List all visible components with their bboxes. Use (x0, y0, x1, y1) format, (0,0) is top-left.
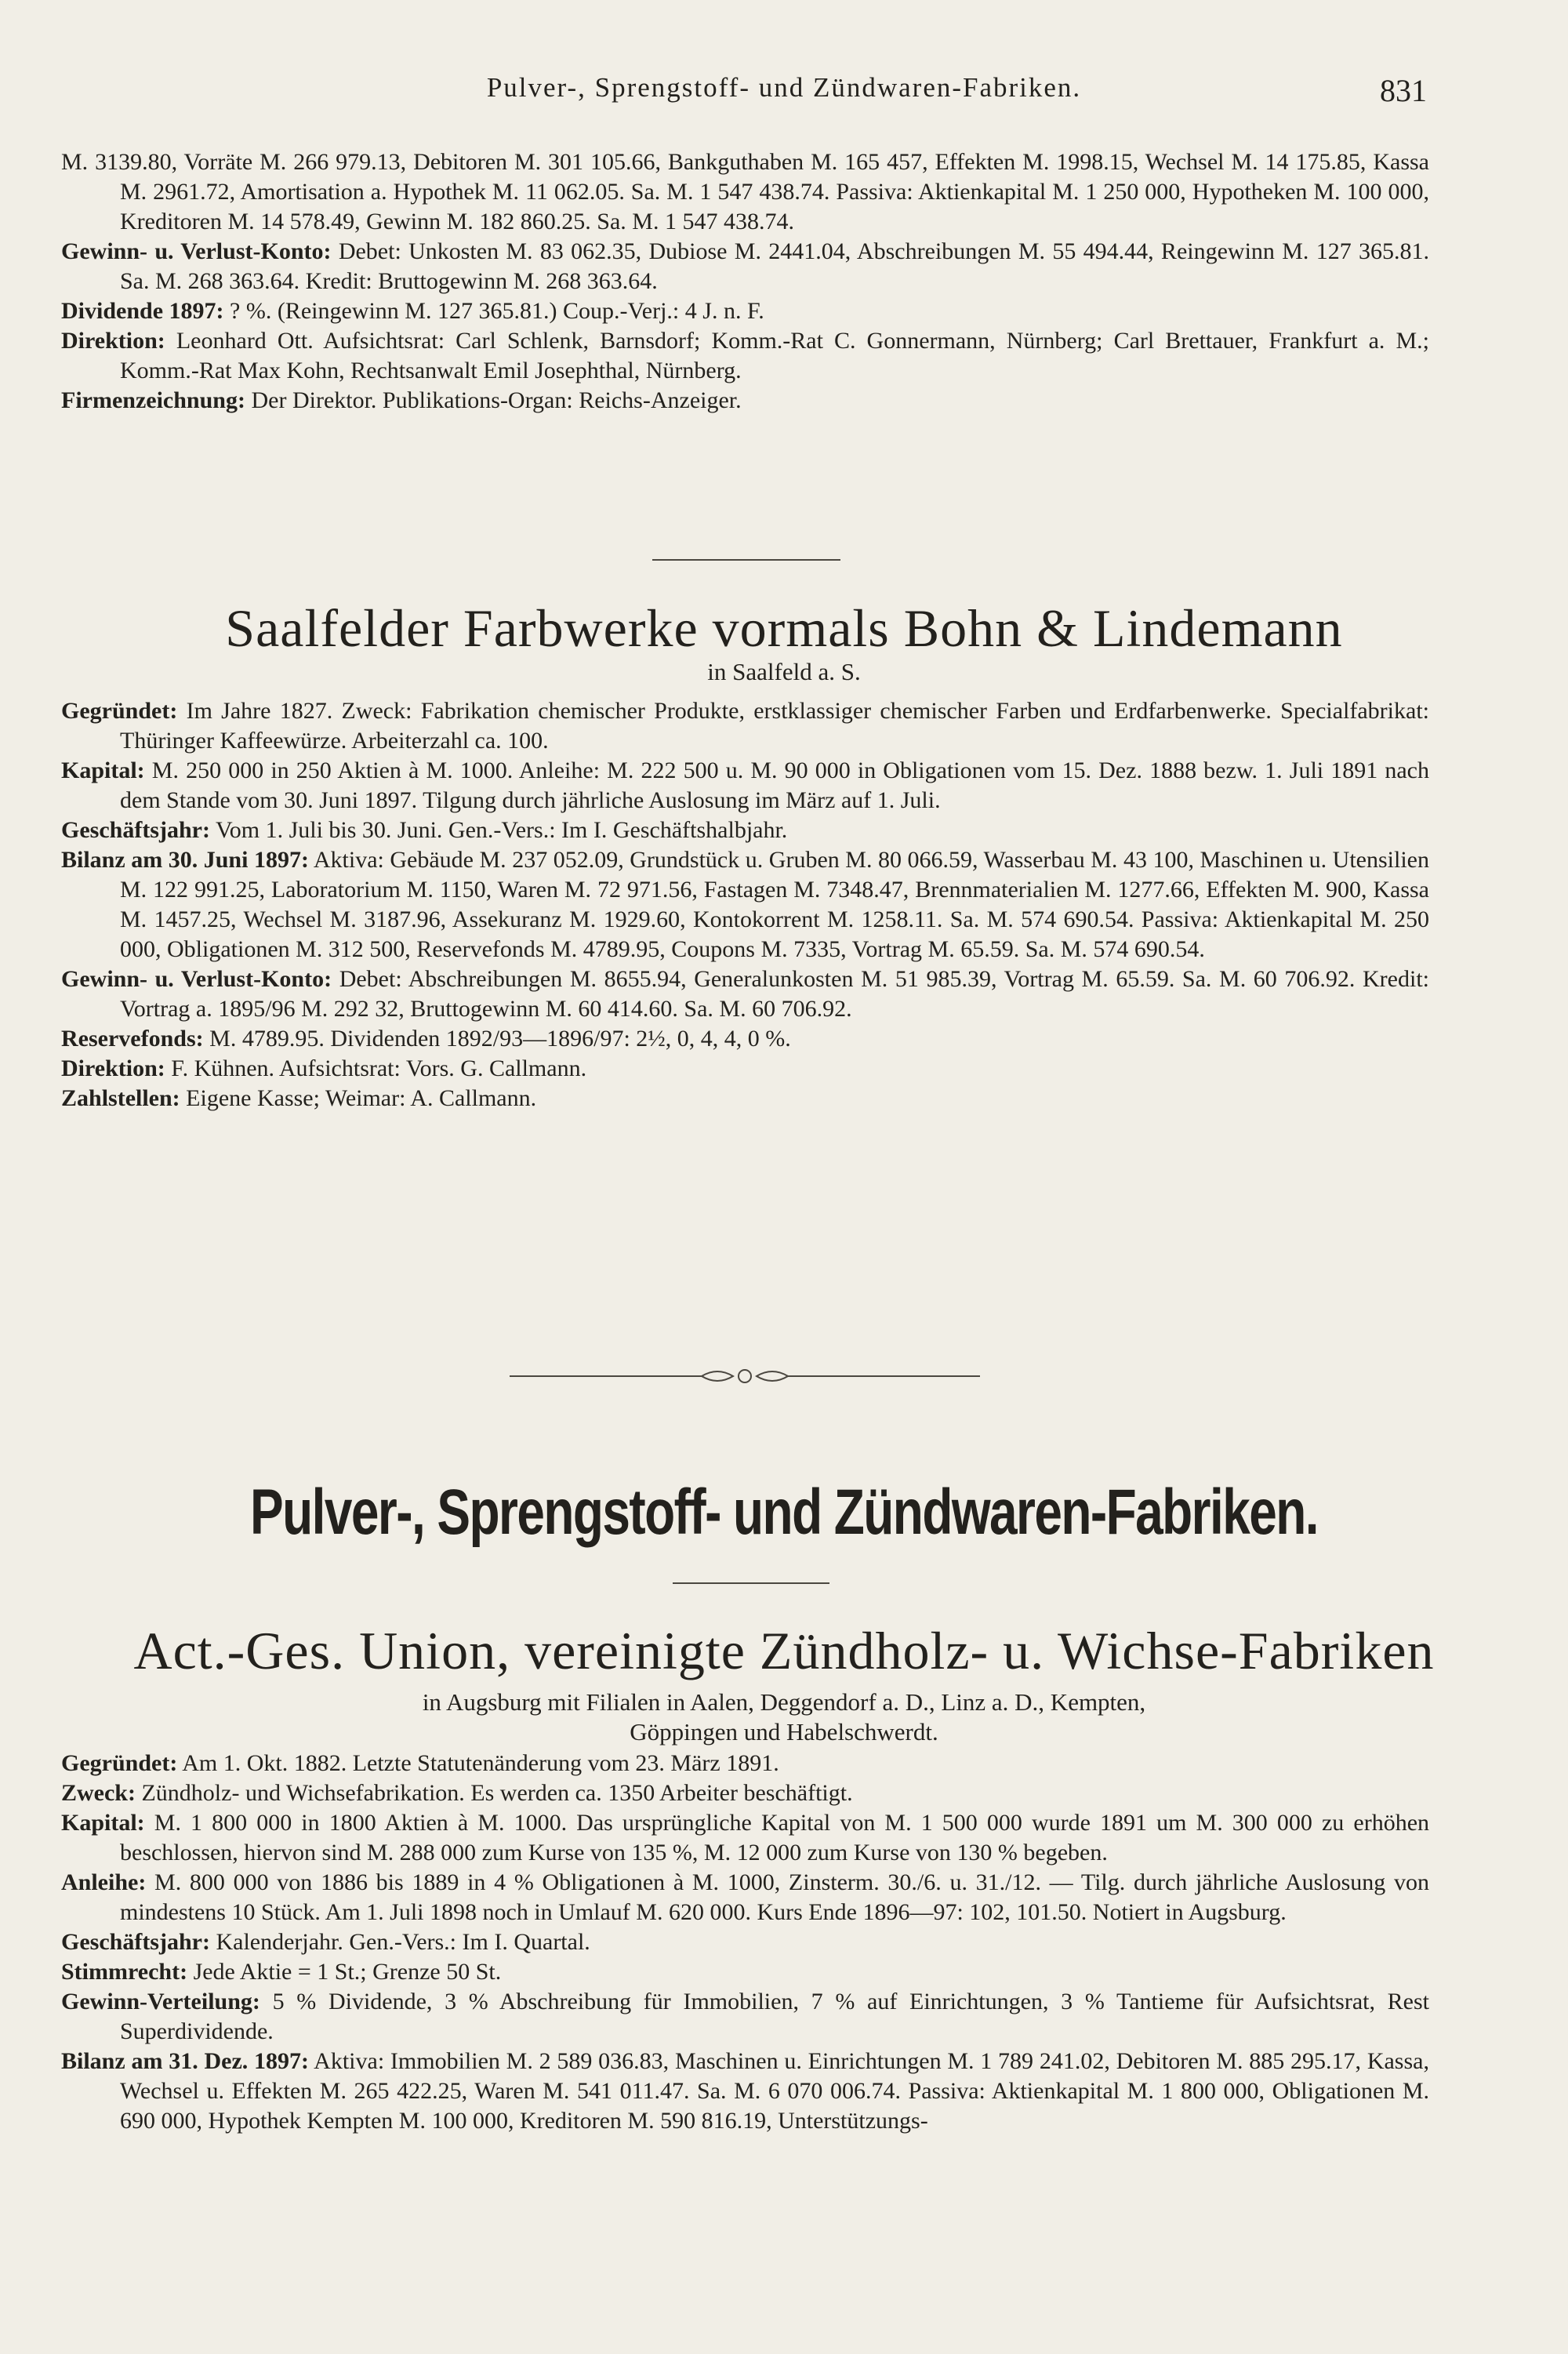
page-header (0, 72, 1568, 111)
company-title-union: Act.-Ges. Union, vereinigte Zündholz- u. Wichse-Fabriken (133, 1621, 1435, 1680)
section-title: Pulver-, Sprengstoff- und Zündwaren-Fabriken. (250, 1477, 1318, 1548)
ornament-divider-icon (510, 1364, 980, 1388)
separator-rule (673, 1582, 829, 1584)
entry-paragraph: Gewinn- u. Verlust-Konto: Debet: Abschreibungen M. 8655.94, Generalunkosten M. 51 985.39, Vortrag M. 65.59. Sa. M. 60 706.92. Kredit: Vortrag a. 1895/96 M. 292 32, Bruttogewinn M. 60 414.60. Sa. M. 60 706.92. (61, 966, 1429, 1022)
entry-paragraph: Direktion: F. Kühnen. Aufsichtsrat: Vors. G. Callmann. (61, 1055, 587, 1081)
entry-paragraph: Bilanz am 30. Juni 1897: Aktiva: Gebäude M. 237 052.09, Grundstück u. Gruben M. 80 066.59, Wasserbau M. 43 100, Maschinen u. Utensilien M. 122 991.25, Laboratorium M. 1150, Waren M. 72 971.56, Fastagen M. 7348.47, Brennmaterialien M. 1277.66, Effekten M. 900, Kassa M. 1457.25, Wechsel M. 3187.96, Assekuranz M. 1929.60, Kontokorrent M. 1258.11. Sa. M. 574 690.54. Passiva: Aktienkapital M. 250 000, Obligationen M. 312 500, Reservefonds M. 4789.95, Coupons M. 7335, Vortrag M. 65.59. Sa. M. 574 690.54. (61, 847, 1429, 962)
company-location-union: in Augsburg mit Filialen in Aalen, Deggendorf a. D., Linz a. D., Kempten, (422, 1688, 1146, 1716)
saalfelder-entry (61, 696, 1429, 1113)
continuation-paragraph: Gewinn- u. Verlust-Konto: Debet: Unkosten M. 83 062.35, Dubiose M. 2441.04, Abschreibungen M. 55 494.44, Reingewinn M. 127 365.81. Sa. M. 268 363.64. Kredit: Bruttogewinn M. 268 363.64. (61, 238, 1430, 294)
entry-paragraph: Gegründet: Im Jahre 1827. Zweck: Fabrikation chemischer Produkte, erstklassiger chemischer Farben und Erdfarbenwerke. Specialfabrikat: Thüringer Kaffeewürze. Arbeiterzahl ca. 100. (61, 698, 1429, 754)
company-location-union-line2: Göppingen und Habelschwerdt. (630, 1718, 938, 1746)
page-number: 831 (1380, 73, 1427, 108)
continuation-paragraph: Direktion: Leonhard Ott. Aufsichtsrat: Carl Schlenk, Barnsdorf; Komm.-Rat C. Gonnermann, Nürnberg; Carl Brettauer, Frankfurt a. M.; Komm.-Rat Max Kohn, Rechtsanwalt Emil Josephthal, Nürnberg. (61, 328, 1430, 383)
continuation-paragraph: Dividende 1897: ? %. (Reingewinn M. 127 365.81.) Coup.-Verj.: 4 J. n. F. (61, 298, 764, 324)
entry-paragraph: Anleihe: M. 800 000 von 1886 bis 1889 in 4 % Obligationen à M. 1000, Zinsterm. 30./6. u. 31./12. — Tilg. durch jährliche Auslosung von mindestens 10 Stück. Am 1. Juli 1898 noch in Umlauf M. 620 000. Kurs Ende 1896—97: 102, 101.50. Notiert in Augsburg. (61, 1869, 1429, 1925)
continuation-entry (61, 147, 1429, 416)
entry-paragraph: Gewinn-Verteilung: 5 % Dividende, 3 % Abschreibung für Immobilien, 7 % auf Einrichtungen, 3 % Tantieme für Aufsichtsrat, Rest Superdividende. (61, 1989, 1430, 2044)
entry-paragraph: Kapital: M. 1 800 000 in 1800 Aktien à M. 1000. Das ursprüngliche Kapital von M. 1 500 000 wurde 1891 um M. 300 000 zu erhöhen beschlossen, hiervon sind M. 288 000 zum Kurse von 135 %, M. 12 000 zum Kurse von 130 % begeben. (61, 1810, 1430, 1865)
separator-rule (652, 559, 840, 561)
entry-paragraph: Kapital: M. 250 000 in 250 Aktien à M. 1000. Anleihe: M. 222 500 u. M. 90 000 in Obligationen vom 15. Dez. 1888 bezw. 1. Juli 1891 nach dem Stande vom 30. Juni 1897. Tilgung durch jährliche Auslosung im März auf 1. Juli. (61, 757, 1429, 813)
continuation-paragraph: Firmenzeichnung: Der Direktor. Publikations-Organ: Reichs-Anzeiger. (61, 387, 742, 413)
company-location-saalfelder: in Saalfeld a. S. (707, 658, 861, 685)
running-title: Pulver-, Sprengstoff- und Zündwaren-Fabriken. (486, 72, 1082, 103)
entry-paragraph: Geschäftsjahr: Vom 1. Juli bis 30. Juni. Gen.-Vers.: Im I. Geschäftshalbjahr. (61, 817, 788, 843)
entry-paragraph: Gegründet: Am 1. Okt. 1882. Letzte Statutenänderung vom 23. März 1891. (61, 1750, 779, 1776)
entry-paragraph: Geschäftsjahr: Kalenderjahr. Gen.-Vers.: Im I. Quartal. (61, 1929, 590, 1955)
entry-paragraph: Zahlstellen: Eigene Kasse; Weimar: A. Callmann. (61, 1085, 537, 1111)
union-entry (61, 1749, 1429, 2136)
entry-paragraph: Stimmrecht: Jede Aktie = 1 St.; Grenze 50 St. (61, 1959, 502, 1985)
company-title-saalfelder: Saalfelder Farbwerke vormals Bohn & Lindemann (225, 598, 1343, 658)
continuation-paragraph: M. 3139.80, Vorräte M. 266 979.13, Debitoren M. 301 105.66, Bankguthaben M. 165 457, Effekten M. 1998.15, Wechsel M. 14 175.85, Kassa M. 2961.72, Amortisation a. Hypothek M. 11 062.05. Sa. M. 1 547 438.74. Passiva: Aktienkapital M. 1 250 000, Hypotheken M. 100 000, Kreditoren M. 14 578.49, Gewinn M. 182 860.25. Sa. M. 1 547 438.74. (61, 149, 1429, 234)
entry-paragraph: Bilanz am 31. Dez. 1897: Aktiva: Immobilien M. 2 589 036.83, Maschinen u. Einrichtungen M. 1 789 241.02, Debitoren M. 885 295.17, Kassa, Wechsel u. Effekten M. 265 422.25, Waren M. 541 011.47. Sa. M. 6 070 006.74. Passiva: Aktienkapital M. 1 800 000, Obligationen M. 690 000, Hypothek Kempten M. 100 000, Kreditoren M. 590 816.19, Unterstützungs- (61, 2048, 1429, 2134)
entry-paragraph: Zweck: Zündholz- und Wichsefabrikation. Es werden ca. 1350 Arbeiter beschäftigt. (61, 1780, 853, 1806)
entry-paragraph: Reservefonds: M. 4789.95. Dividenden 1892/93—1896/97: 2½, 0, 4, 4, 0 %. (61, 1026, 791, 1052)
